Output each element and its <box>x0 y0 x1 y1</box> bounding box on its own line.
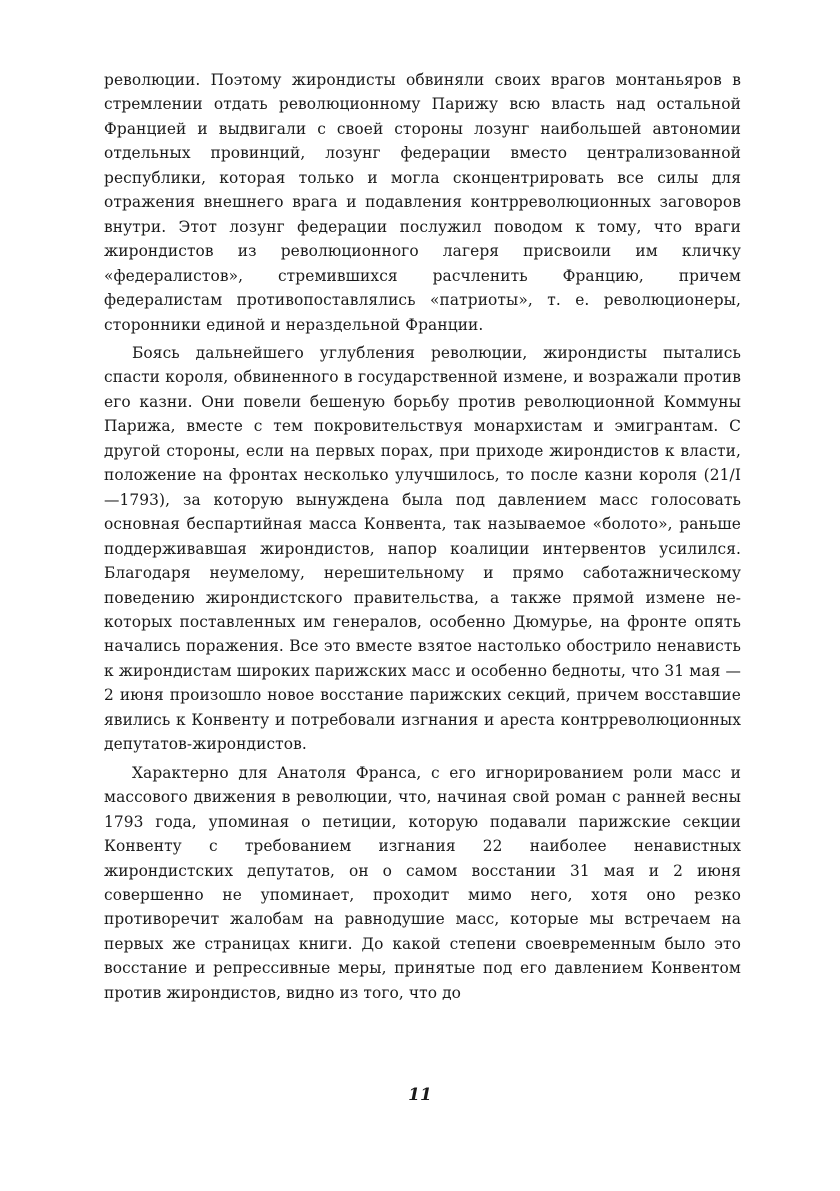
paragraph-3: Характерно для Анатоля Франса, с его игнорированием роли масс и массового движения в революции, что, начиная свой роман с ранней весны 1793 года, упоминая о петиции, которую подавали парижские секции Конвенту с требованием изгнания 22 наиболее ненавистных жирондистских депутатов, он о самом восстании 31 мая и 2 июня совершенно не упоминает, проходит мимо него, хотя оно резко противоречит жалобам на равнодушие масс, которые мы встречаем на первых же страницах книги. До какой степени своевременным было это восстание и репрессивные меры, принятые под его давлением Конвентом против жирондистов, видно из того, что до <box>104 763 741 1002</box>
paragraph-1: революции. Поэтому жирондисты обвиняли своих врагов монтаньяров в стремлении отдать революционному Парижу всю власть над остальной Францией и выдвигали с своей стороны лозунг наибольшей автономии отдельных провинций, лозунг федерации вместо централизованной республики, которая только и могла сконцентрировать все силы для отражения внешнего врага и подавления контрреволюционных заговоров внутри. Этот лозунг федерации послужил поводом к тому, что враги жирондистов из революционного лагеря присвоили им кличку «федералистов», стремившихся расчленить Францию, причем федералистам противопоставлялись «патриоты», т. е. революционеры, сторонники единой и нераздельной Франции. <box>104 71 741 334</box>
page-number: 11 <box>408 1085 432 1105</box>
paragraph-2: Боясь дальнейшего углубления революции, жирондисты пытались спасти короля, обвиненного в государственной измене, и возражали против его казни. Они повели бешеную борьбу против революционной Коммуны Парижа, вместе с тем покровительствуя монархистам и эмигрантам. С другой стороны, если на первых порах, при приходе жирондистов к власти, положение на фронтах несколько улучшилось, то после казни короля (21/I—1793), за которую вынуждена была под давлением масс голосовать основная беспартийная масса Конвента, так называемое «болото», раньше поддерживавшая жирондистов, напор коалиции интервентов усилился. Благодаря неумелому, нерешительному и прямо саботажническому поведению жирондистского правительства, а также прямой измене некоторых поставленных им генералов, особенно Дюмурье, на фронте опять начались поражения. Все это вместе взятое настолько обострило ненависть к жирондистам широких парижских масс и особенно бедноты, что 31 мая — 2 июня произошло новое восстание парижских секций, причем восставшие явились к Конвенту и потребовали изгнания и ареста контрреволюционных депутатов-жирондистов. <box>104 343 741 754</box>
page-text-body <box>104 68 741 1005</box>
